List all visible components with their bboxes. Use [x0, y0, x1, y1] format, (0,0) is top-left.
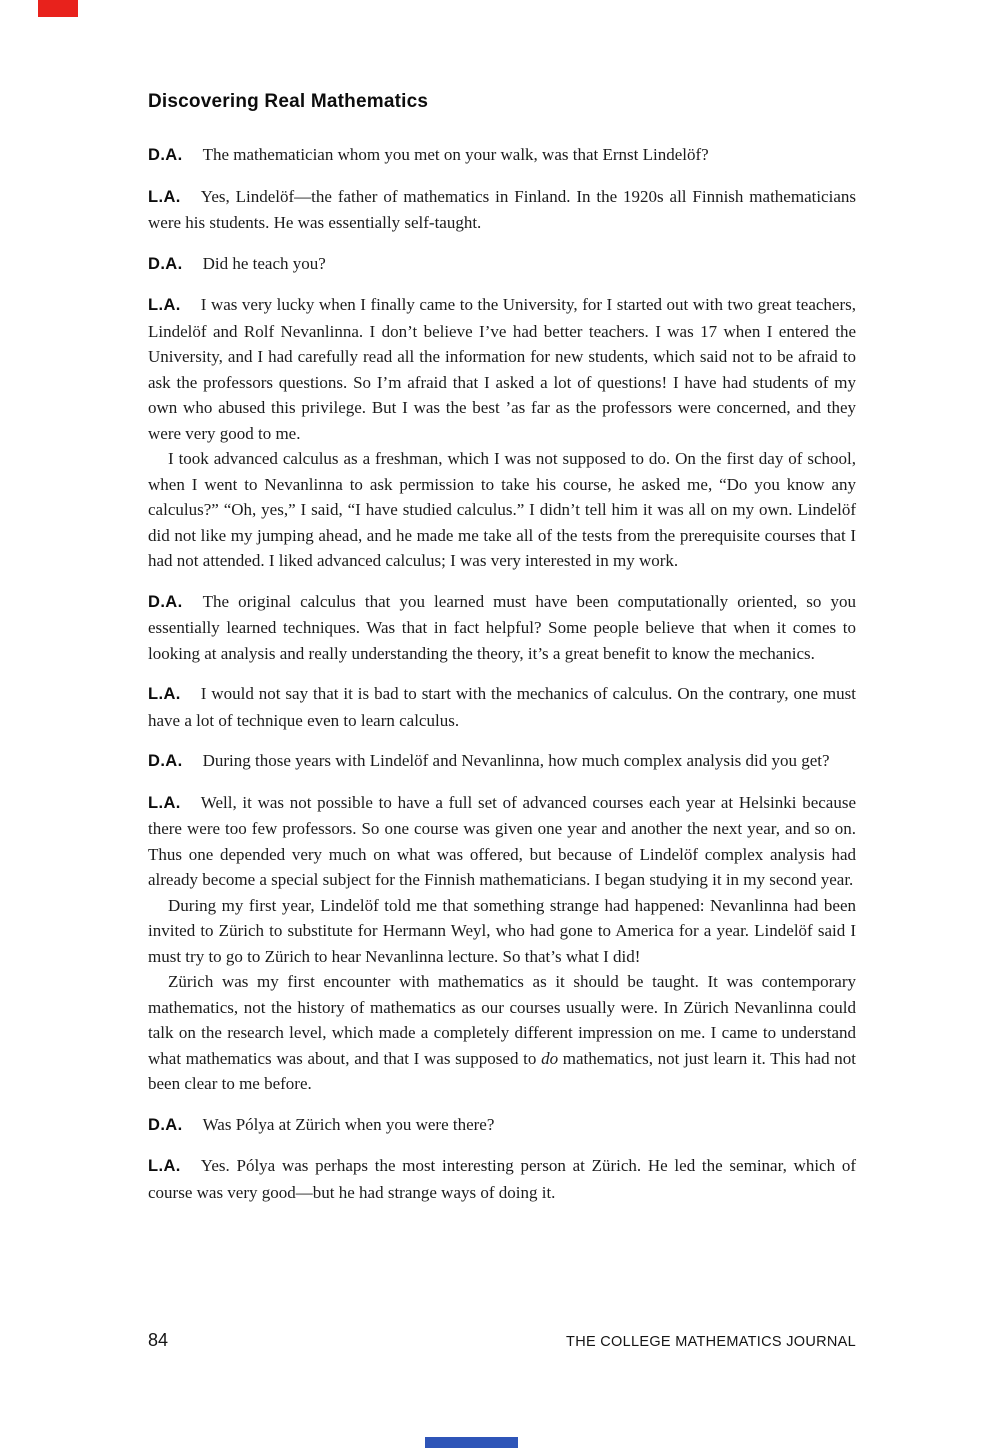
speaker-label: D.A. [148, 146, 183, 164]
turn-paragraph [148, 681, 856, 733]
turn-paragraph [148, 142, 856, 169]
turn-text: Well, it was not possible to have a full set of advanced courses each year at Helsinki because there were too few professors. So one course was given one year and another the next year, and so on. Thus one depended very much on what was offered, but because of Lindelöf complex analysis had already become a special subject for the Finnish mathematicians. I began studying it in my second year. [148, 792, 856, 889]
turn-paragraph [148, 251, 856, 278]
turn-paragraph [148, 292, 856, 446]
dialogue-turn [148, 1153, 856, 1205]
turn-text: The original calculus that you learned must have been computationally oriented, so you essentially learned techniques. Was that in fact helpful? Some people believe that when it comes to looking at analysis and really understanding the theory, it’s a great benefit to know the mechanics. [148, 591, 856, 663]
turn-text: During those years with Lindelöf and Nevanlinna, how much complex analysis did you get? [202, 751, 830, 770]
dialogue-turn [148, 142, 856, 169]
scan-artifact-blue-mark [425, 1437, 518, 1448]
turn-paragraph [148, 790, 856, 893]
dialogue-turn [148, 790, 856, 1097]
speaker-label: L.A. [148, 793, 181, 812]
dialogue-turn [148, 251, 856, 278]
dialogue-turn [148, 1112, 856, 1139]
turn-paragraph [148, 748, 856, 775]
turn-paragraph [148, 589, 856, 667]
page-number: 84 [148, 1330, 169, 1350]
speaker-label: L.A. [148, 296, 181, 314]
turn-text: Yes. Pólya was perhaps the most interesting person at Zürich. He led the seminar, which of course was very good—but he had strange ways of doing it. [148, 1156, 856, 1202]
article-body [148, 90, 856, 1220]
dialogue-turn [148, 681, 856, 733]
turn-text: I was very lucky when I finally came to the University, for I started out with two great teachers, Lindelöf and Rolf Nevanlinna. I don’t believe I’ve had better teachers. I was 17 when I entered the University, and I had carefully read all the information for new students, which said not to be afraid to ask the professors questions. So I’m afraid that I asked a lot of questions! I have had students of my own who abused this privilege. But I was the best ’as far as the professors were concerned, and they were very good to me. [148, 295, 856, 443]
turn-text: The mathematician whom you met on your walk, was that Ernst Lindelöf? [202, 145, 709, 164]
dialogue-turn [148, 184, 856, 236]
turn-paragraph [148, 1153, 856, 1205]
speaker-label: D.A. [148, 254, 183, 273]
turn-paragraph: Zürich was my first encounter with mathematics as it should be taught. It was contemporary mathematics, not the history of mathematics as our courses usually were. In Zürich Nevanlinna could talk on the research level, which made a completely different impression on me. I came to understand what mathematics was about, and that I was supposed to do mathematics, not just learn it. This had not been clear to me before. [148, 972, 856, 1093]
turn-paragraph [148, 1112, 856, 1139]
turn-paragraph: I took advanced calculus as a freshman, which I was not supposed to do. On the first day of school, when I went to Nevanlinna to ask permission to take his course, he asked me, “Do you know any calculus?” “Oh, yes,” I said, “I have studied calculus.” I didn’t tell him it was all on my own. Lindelöf did not like my jumping ahead, and he made me take all of the tests from the prerequisite courses that I had not attended. I liked advanced calculus; I was very interested in my work. [148, 449, 856, 570]
journal-name: THE COLLEGE MATHEMATICS JOURNAL [566, 1334, 856, 1350]
section-title: Discovering Real Mathematics [148, 91, 429, 112]
speaker-label: L.A. [148, 1157, 181, 1175]
page-footer [148, 1330, 856, 1351]
turn-text: I would not say that it is bad to start with the mechanics of calculus. On the contrary, one must have a lot of technique even to learn calculus. [148, 684, 856, 730]
turn-paragraph [148, 184, 856, 236]
speaker-label: L.A. [148, 187, 181, 206]
turn-text: Yes, Lindelöf—the father of mathematics in Finland. In the 1920s all Finnish mathematicians were his students. He was essentially self-taught. [148, 186, 856, 232]
speaker-label: D.A. [148, 752, 183, 770]
speaker-label: L.A. [148, 685, 181, 703]
turn-paragraph: During my first year, Lindelöf told me that something strange had happened: Nevanlinna had been invited to Zürich to substitute for Hermann Weyl, who had gone to America for a year. Lindelöf said I must try to go to Zürich to hear Nevanlinna lecture. So that’s what I did! [148, 895, 856, 966]
speaker-label: D.A. [148, 592, 183, 611]
scan-artifact-red-mark [38, 0, 78, 17]
turn-text: Was Pólya at Zürich when you were there? [202, 1114, 495, 1134]
dialogue-turn [148, 292, 856, 574]
speaker-label: D.A. [148, 1115, 183, 1134]
turn-text: Did he teach you? [202, 253, 326, 273]
dialogue-turn [148, 589, 856, 667]
dialogue-turn [148, 748, 856, 775]
